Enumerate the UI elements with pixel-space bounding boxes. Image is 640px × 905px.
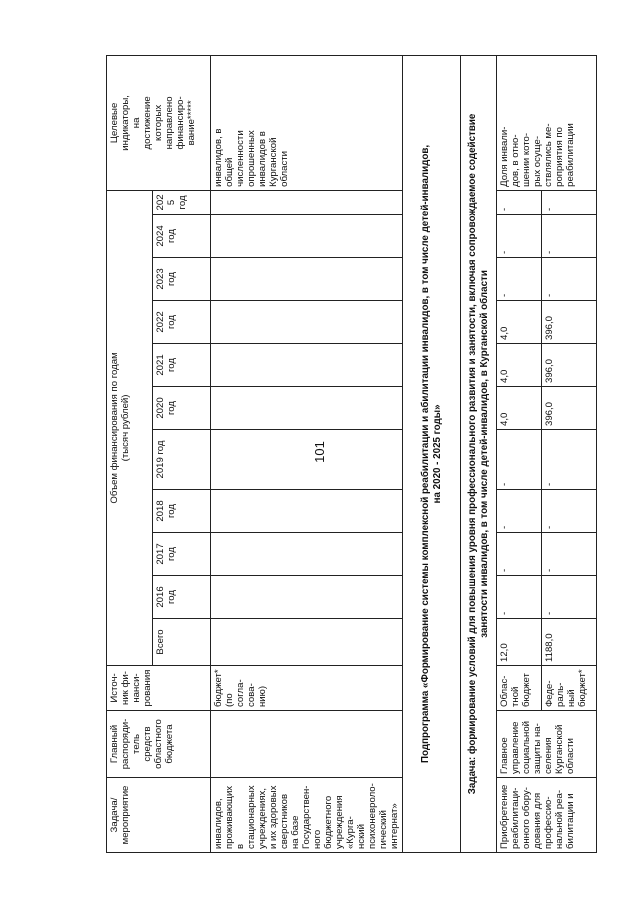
header-year-2018: 2018 год — [153, 490, 211, 533]
value-2022-regional: 4,0 — [497, 301, 542, 344]
source-regional: Облас- тной бюджет — [497, 666, 542, 711]
value-2020-regional: 4,0 — [497, 387, 542, 430]
value-2016-federal: - — [542, 576, 597, 619]
financing-table — [106, 55, 597, 853]
header-year-2024: 2024 год — [153, 215, 211, 258]
item-target-cell: Доля инвали- дов, в отно- шении кото- рых осуще- ствлялись ме- роприятия по реабилитации — [497, 55, 597, 190]
header-task: Задача/ мероприятие — [107, 778, 211, 853]
cont-value-cell — [211, 430, 403, 490]
value-2023-federal: - — [542, 258, 597, 301]
header-year-2016: 2016 год — [153, 576, 211, 619]
value-2024-regional: - — [497, 215, 542, 258]
cont-task-cell: инвалидов, проживающих в стационарных учреждениях, и их здоровых сверстников на базе Государствен- ного бюджетного учреждения «Курга- нский психоневроло- гический интернат» — [211, 778, 403, 853]
cont-source-cell: бюджет* (по согла- сова- нию) — [211, 666, 403, 711]
cont-target-cell: инвалидов, в общей численности опрошенных инвалидов в Курганской области — [211, 55, 403, 190]
header-year-2022: 2022 год — [153, 301, 211, 344]
value-2022-federal: 396,0 — [542, 301, 597, 344]
value-2025-regional: - — [497, 190, 542, 214]
cont-admin-cell — [211, 711, 403, 778]
value-2021-federal: 396,0 — [542, 344, 597, 387]
value-2017-federal: - — [542, 533, 597, 576]
item-task-cell: Приобретение реабилитаци- онного обору- дования для профессио- нальной реа- билитации и — [497, 778, 597, 853]
cont-value-cell — [211, 619, 403, 666]
header-year-2021: 2021 год — [153, 344, 211, 387]
header-source: Источ- ник фи- нанси- рования — [107, 666, 211, 711]
header-year-2017: 2017 год — [153, 533, 211, 576]
value-2020-federal: 396,0 — [542, 387, 597, 430]
rotated-table-container — [106, 56, 590, 853]
cont-value-cell — [211, 215, 403, 258]
cont-value-cell — [211, 490, 403, 533]
header-year-total: Всего — [153, 619, 211, 666]
value-2021-regional: 4,0 — [497, 344, 542, 387]
value-2016-regional: - — [497, 576, 542, 619]
value-2019-regional: - — [497, 430, 542, 490]
header-year-2025: 202 5 год — [153, 190, 211, 214]
task-heading: Задача: формирование условий для повышения уровня профессионального развития и занятости, включая сопровождаемое содействие занятости инвалидов, в том числе детей-инвалидов, в Курганской области — [461, 55, 497, 852]
value-2019-federal: - — [542, 430, 597, 490]
cont-value-cell — [211, 301, 403, 344]
value-2018-federal: - — [542, 490, 597, 533]
value-2018-regional: - — [497, 490, 542, 533]
subprogram-title: Подпрограмма «Формирование системы комплексной реабилитации и абилитации инвалидов, в том числе детей-инвалидов, на 2020 - 2025 годы» — [403, 55, 461, 852]
cont-value-cell — [211, 387, 403, 430]
header-year-2023: 2023 год — [153, 258, 211, 301]
header-funding: Объем финансирования по годам (тысяч рублей) — [107, 190, 153, 665]
value-2017-regional: - — [497, 533, 542, 576]
value-2025-federal: - — [542, 190, 597, 214]
cont-value-cell — [211, 258, 403, 301]
value-total-regional: 12,0 — [497, 619, 542, 666]
item-admin-cell: Главное управление социальной защиты на- селения Курганской области — [497, 711, 597, 778]
cont-value-cell — [211, 344, 403, 387]
value-2023-regional: - — [497, 258, 542, 301]
cont-value-cell — [211, 190, 403, 214]
value-total-federal: 1188,0 — [542, 619, 597, 666]
table-row — [211, 55, 403, 852]
header-year-2019: 2019 год — [153, 430, 211, 490]
cont-value-cell — [211, 576, 403, 619]
table-row — [497, 55, 542, 852]
value-2024-federal: - — [542, 215, 597, 258]
page-number: 101 — [312, 441, 327, 463]
header-admin: Главный распоряди- тель средств областного бюджета — [107, 711, 211, 778]
cont-value-cell — [211, 533, 403, 576]
source-federal: Феде- раль- ный бюджет* — [542, 666, 597, 711]
header-year-2020: 2020 год — [153, 387, 211, 430]
header-target: Целевые индикаторы, на достижение которых направлено финансиро- вание***** — [107, 55, 211, 190]
